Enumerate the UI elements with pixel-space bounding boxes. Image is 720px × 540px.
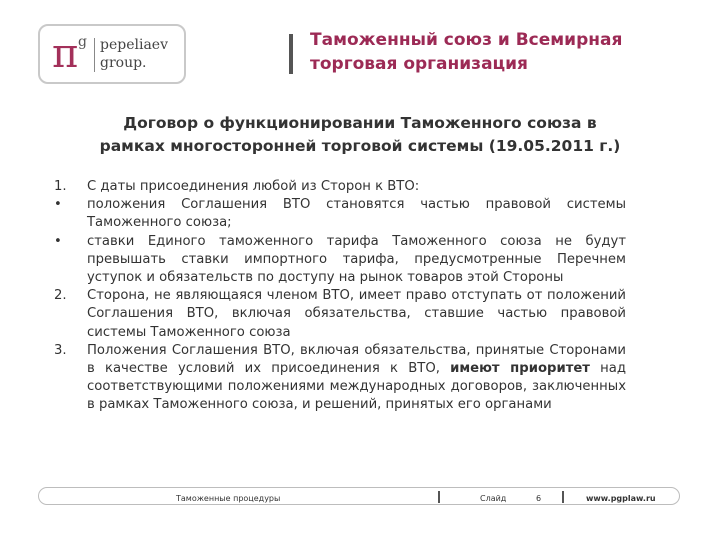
list-item: [54, 342, 626, 415]
title-accent-bar: [289, 34, 293, 74]
footer-divider: [562, 491, 564, 503]
list-item: [54, 233, 626, 288]
list-marker: 2.: [54, 288, 67, 304]
logo-superscript: g: [78, 34, 87, 50]
slide-body: [54, 178, 626, 415]
footer-url-link[interactable]: www.pgplaw.ru: [586, 494, 656, 503]
slide-title-line-2: торговая организация: [310, 54, 528, 74]
footer-divider: [438, 491, 440, 503]
footer-slide-number: 6: [536, 494, 542, 503]
list-item-text: положения Соглашения ВТО становятся частью правовой системы Таможенного союза;: [87, 197, 626, 231]
footer-frame: [38, 487, 680, 505]
logo-line-1: pepeliaev: [100, 37, 168, 53]
company-logo: [38, 24, 186, 84]
logo-divider: [94, 38, 95, 72]
bullet-marker: •: [54, 197, 62, 213]
slide-title-line-1: Таможенный союз и Всемирная: [310, 30, 623, 50]
slide-title: [310, 28, 690, 76]
logo-pi-symbol: π: [52, 31, 79, 77]
logo-wordmark: [100, 36, 168, 72]
list-item: [54, 196, 626, 232]
bullet-marker: •: [54, 233, 62, 249]
footer-slide-label: Слайд: [480, 494, 507, 503]
slide-subtitle: [40, 112, 680, 158]
list-item-text-before: Положения Соглашения ВТО, включая обязательства, принятые Сторонами в качестве условий их присоединения к ВТО,: [87, 342, 626, 377]
list-item-emphasis: имеют приоритет: [450, 361, 590, 377]
logo-line-2: group.: [100, 55, 147, 71]
slide-subtitle-line-1: Договор о функционировании Таможенного союза в: [123, 114, 597, 132]
list-item-text: С даты присоединения любой из Сторон к ВТО:: [87, 179, 420, 194]
list-item-text: Сторона, не являющаяся членом ВТО, имеет право отступать от положений Соглашения ВТО, включая обязательства, ставшие частью правовой системы Таможенного союза: [87, 288, 626, 340]
list-marker: 1.: [54, 179, 67, 194]
slide-subtitle-line-2: рамках многосторонней торговой системы (19.05.2011 г.): [99, 137, 621, 155]
list-item-text: ставки Единого таможенного тарифа Таможенного союза не будут превышать ставки импортного тарифа, предусмотренные Перечнем уступок и обязательств по доступу на рынок товаров этой Стороны: [87, 233, 626, 286]
list-item-text-after: над соответствующими положениями международных договоров, заключенных в рамках Таможенного союза, и решений, принятых его органами: [87, 361, 626, 413]
list-marker: 3.: [54, 342, 67, 358]
list-item: [54, 287, 626, 342]
footer-section: Таможенные процедуры: [176, 494, 281, 503]
list-item: [54, 178, 626, 196]
